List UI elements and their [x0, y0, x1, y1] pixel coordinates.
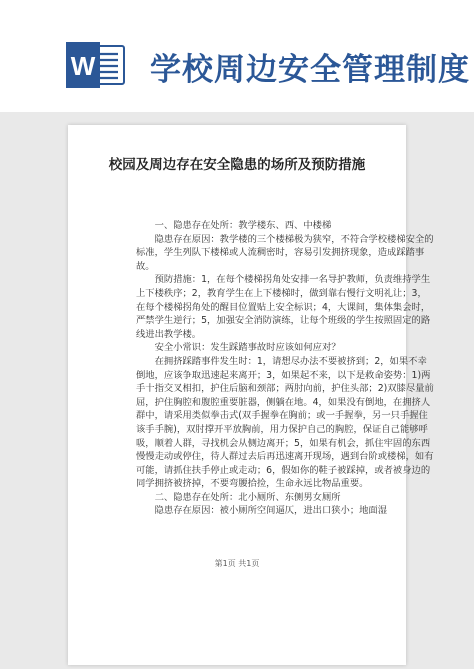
banner [0, 0, 474, 112]
document-title: 校园及周边存在安全隐患的场所及预防措施 [108, 157, 366, 173]
paragraph: 隐患存在原因：教学楼的三个楼梯极为狭窄，不符合学校楼梯安全的标准，学生列队下楼梯或人流稠密时，容易引发拥挤现象，造成踩踏事故。 [136, 233, 434, 272]
paragraph: 安全小常识：发生踩踏事故时应该如何应对？ [154, 342, 341, 354]
word-icon [66, 42, 126, 88]
banner-title: 学校周边安全管理制度 [150, 52, 470, 88]
document-body [136, 219, 436, 518]
document-page [68, 125, 434, 665]
word-logo-letter: W [70, 51, 96, 81]
page-footer: 第1页 共1页 [214, 559, 260, 568]
paragraph: 一、隐患存在处所：教学楼东、西、中楼梯 [154, 220, 332, 231]
paragraph: 隐患存在原因：被小厕所空间逼仄，进出口狭小；地面湿 [154, 505, 388, 517]
paragraph: 在拥挤踩踏事件发生时：1，请想尽办法不要被挤到；2，如果不幸倒地，应该争取迅速起来离开；3，如果起不来，以下是救命姿势：1)两手十指交叉相扣，护住后脑和颈部；两肘向前，护住头部；2)双膝尽量前屈，护住胸腔和腹腔重要脏器，侧躺在地。4，如果没有倒地，在拥挤人群中，请采用类似拳击式(双手握拳在胸前；或一手握拳，另一只手握住该手手腕)，双肘撑开平放胸前，用力保护自己的胸腔，保证自己能够呼吸，顺着人群，寻找机会从侧边离开；5，如果有机会，抓住牢固的东西慢慢走动或停住，待人群过去后再迅速离开现场，遇到台阶或楼梯，如有可能，请抓住扶手停止或走动；6，假如你的鞋子被踩掉，或者被身边的同学拥挤被挤掉，不要弯腰拾捡，生命永远比物品重要。 [136, 355, 434, 490]
paragraph: 二、隐患存在处所：北小厕所、东侧男女厕所 [154, 491, 341, 503]
paragraph: 预防措施：1，在每个楼梯拐角处安排一名导护教师，负责维持学生上下楼秩序；2，教育学生在上下楼梯时，做到靠右慢行文明礼让；3，在每个楼梯拐角处的醒目位置贴上安全标识；4，大课间，集体集会时，严禁学生逆行；5，加强安全消防演练，让每个班级的学生按照固定的路线进出教学楼。 [136, 274, 431, 340]
